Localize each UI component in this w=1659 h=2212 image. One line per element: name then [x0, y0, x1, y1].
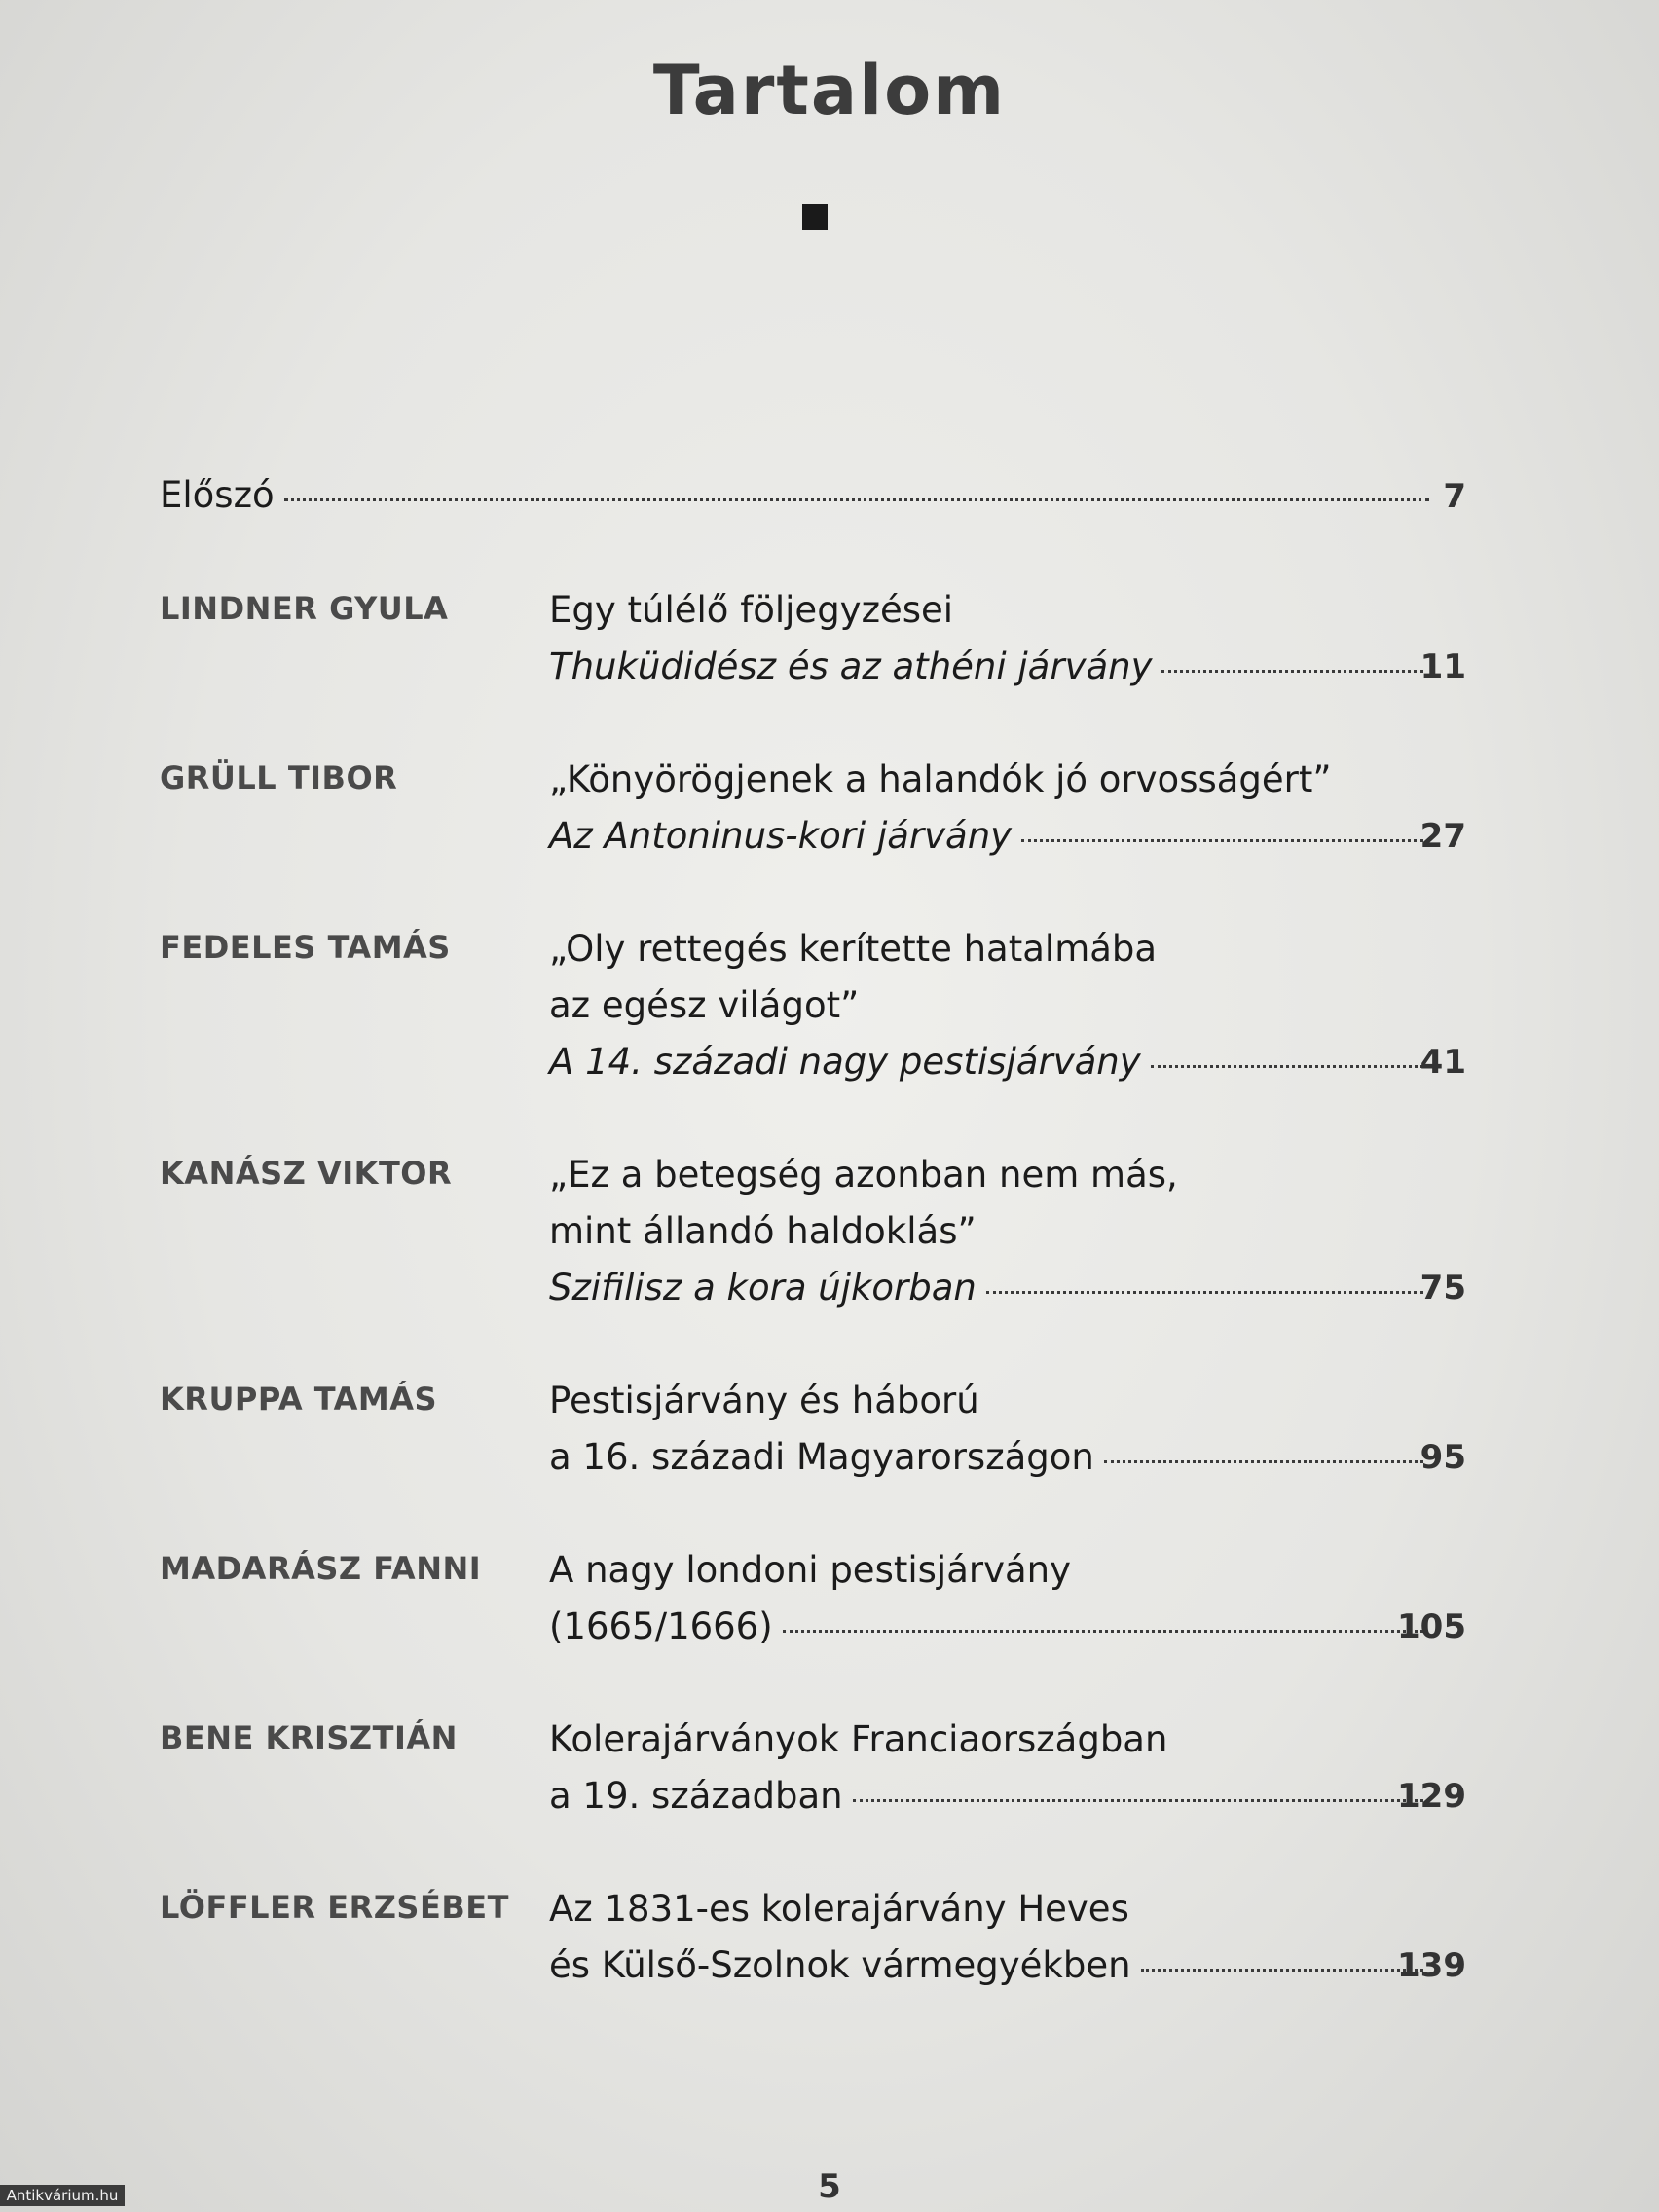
dot-leader — [1021, 830, 1423, 842]
toc-entry-title-line — [549, 1147, 1427, 1203]
toc-entry-text: „Ez a betegség azonban nem más, — [549, 1154, 1178, 1196]
toc-entry-subtitle — [549, 808, 1427, 865]
toc-entry-text: „Könyörögjenek a halandók jó orvosságért” — [549, 758, 1332, 800]
toc-entry-text: az egész világot” — [549, 984, 860, 1026]
toc-entry-title-line — [549, 1203, 1427, 1260]
toc-entry-text: (1665/1666) — [549, 1605, 773, 1647]
toc-entry-text: Az Antoninus-kori járvány — [549, 815, 1013, 857]
toc-entry-text: és Külső-Szolnok vármegyékben — [549, 1944, 1131, 1986]
dot-leader — [783, 1620, 1423, 1633]
toc-entry-author: BENE KRISZTIÁN — [160, 1719, 458, 1756]
toc-entry-page: 95 — [1419, 1438, 1466, 1477]
toc-entry-author: LÖFFLER ERZSÉBET — [160, 1889, 509, 1926]
toc-entry-text: „Oly rettegés kerítette hatalmába — [549, 928, 1158, 970]
toc-entry-title-line — [549, 1429, 1427, 1486]
toc-entry-text: a 19. században — [549, 1775, 843, 1817]
toc-entry-title-line — [549, 921, 1427, 977]
toc-entry-author: MADARÁSZ FANNI — [160, 1550, 482, 1587]
page-title: Tartalom — [652, 51, 1007, 130]
toc-entry-title-line — [549, 582, 1427, 639]
toc-entry-text: Kolerajárványok Franciaországban — [549, 1718, 1168, 1760]
toc-entry-title-block — [549, 752, 1427, 865]
toc-entry-author: KRUPPA TAMÁS — [160, 1381, 438, 1418]
toc-entry-text: A nagy londoni pestisjárvány — [549, 1549, 1071, 1591]
toc-entry-page: 11 — [1419, 647, 1466, 686]
page-number: 5 — [818, 2167, 841, 2206]
toc-entry-page: 129 — [1397, 1777, 1466, 1816]
toc-entry-title-block — [549, 921, 1427, 1090]
watermark: Antikvárium.hu — [0, 2185, 125, 2206]
toc-entry-title-block — [549, 1373, 1427, 1486]
toc-entry-author: GRÜLL TIBOR — [160, 759, 398, 796]
toc-entry-text: A 14. századi nagy pestisjárvány — [549, 1041, 1141, 1083]
toc-entry-page: 139 — [1397, 1946, 1466, 1985]
toc-entry-page: 41 — [1419, 1043, 1466, 1082]
toc-entry-text: Pestisjárvány és háború — [549, 1380, 979, 1421]
dot-leader — [986, 1281, 1423, 1294]
toc-entry-title-line — [549, 1373, 1427, 1429]
toc-entry-title-line — [549, 1768, 1427, 1825]
toc-entry-title-line — [549, 1712, 1427, 1768]
toc-preface-label: Előszó — [160, 474, 275, 516]
toc-entry-title-block — [549, 1712, 1427, 1825]
toc-entry-text: Az 1831-es kolerajárvány Heves — [549, 1888, 1129, 1930]
toc-entry-text: Egy túlélő följegyzései — [549, 589, 954, 631]
toc-entry-title-block — [549, 582, 1427, 695]
toc-entry-text: a 16. századi Magyarországon — [549, 1436, 1094, 1478]
toc-entry-text: Thuküdidész és az athéni járvány — [549, 645, 1153, 687]
toc-entry-title-line — [549, 1542, 1427, 1599]
toc-entry-page: 105 — [1397, 1607, 1466, 1646]
toc-entry-title-line — [549, 977, 1427, 1034]
toc-entry-page: 75 — [1419, 1269, 1466, 1308]
toc-entry-subtitle — [549, 639, 1427, 695]
toc-entry-title-line — [549, 1937, 1427, 1994]
toc-entry-author: FEDELES TAMÁS — [160, 929, 451, 966]
toc-entry-title-line — [549, 752, 1427, 808]
toc-entry-title-line — [549, 1881, 1427, 1937]
toc-entry-text: Szifilisz a kora újkorban — [549, 1267, 977, 1309]
toc-entry-author: LINDNER GYULA — [160, 590, 449, 627]
toc-entry-title-block — [549, 1881, 1427, 1994]
toc-entry-title-block — [549, 1147, 1427, 1316]
dot-leader — [853, 1789, 1423, 1802]
toc-entry-subtitle — [549, 1260, 1427, 1316]
toc-entry-page: 27 — [1419, 817, 1466, 856]
toc-preface-page: 7 — [1443, 477, 1466, 516]
toc-entry-author: KANÁSZ VIKTOR — [160, 1155, 453, 1192]
toc-entry-title-block — [549, 1542, 1427, 1655]
toc-entry-title-line — [549, 1599, 1427, 1655]
toc-entry-subtitle — [549, 1034, 1427, 1090]
toc-entry-text: mint állandó haldoklás” — [549, 1210, 977, 1252]
